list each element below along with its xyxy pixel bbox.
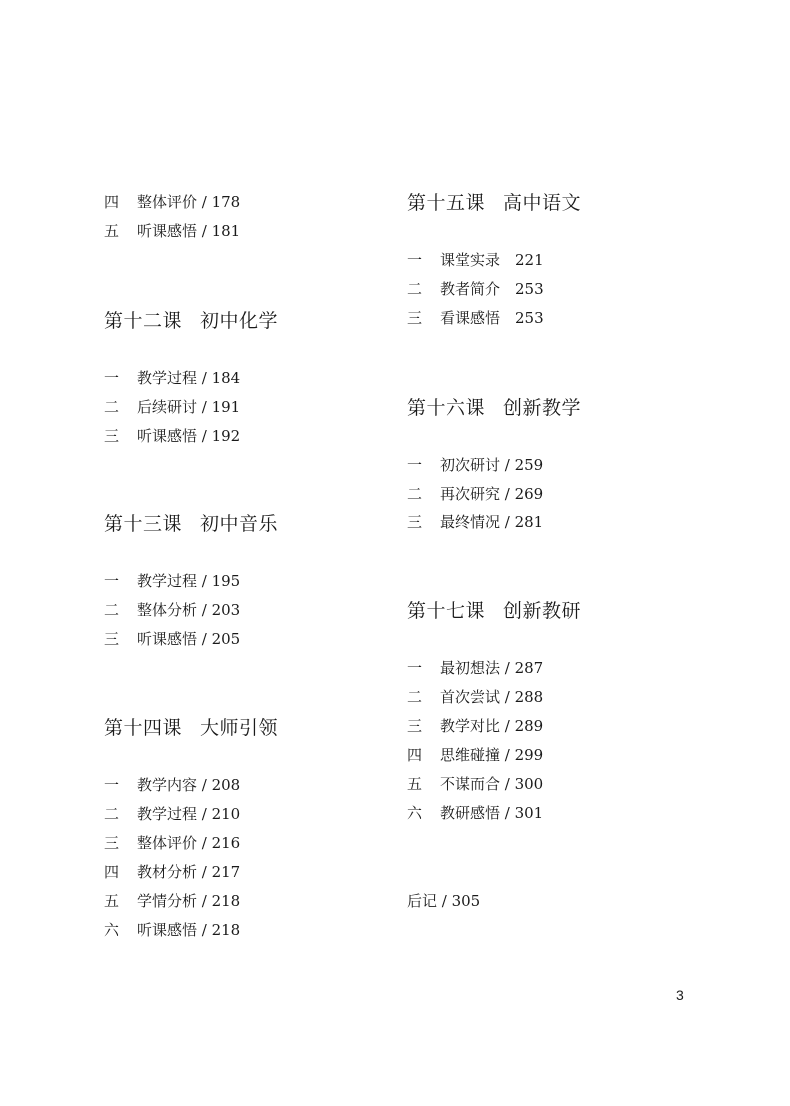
lesson-heading xyxy=(104,716,278,740)
entry-text: 听课感悟 / 192 xyxy=(137,427,241,445)
entry-number: 一 xyxy=(407,659,423,677)
toc-entry xyxy=(104,600,240,620)
toc-entry xyxy=(104,775,240,795)
entry-number: 四 xyxy=(407,746,423,764)
afterword-entry: 后记 / 305 xyxy=(407,892,481,910)
lesson-heading xyxy=(407,396,581,420)
entry-text: 教学过程 / 195 xyxy=(137,572,241,590)
lesson-heading xyxy=(407,191,581,215)
toc-entry xyxy=(407,658,543,678)
lesson-title: 高中语文 xyxy=(503,192,582,214)
entry-text: 课堂实录 221 xyxy=(440,251,544,269)
entry-number: 六 xyxy=(104,921,120,939)
entry-number: 一 xyxy=(104,369,120,387)
toc-entry xyxy=(407,455,543,475)
toc-entry xyxy=(104,862,240,882)
lesson-heading xyxy=(104,512,278,536)
lesson-title: 创新教研 xyxy=(503,600,582,622)
toc-entry xyxy=(407,250,544,270)
entry-number: 四 xyxy=(104,193,120,211)
toc-entry xyxy=(407,687,543,707)
toc-entry xyxy=(104,920,240,940)
toc-entry xyxy=(407,774,543,794)
lesson-number: 第十三课 xyxy=(104,513,183,535)
entry-text: 最初想法 / 287 xyxy=(440,659,544,677)
entry-text: 教者简介 253 xyxy=(440,280,544,298)
entry-number: 五 xyxy=(407,775,423,793)
toc-entry xyxy=(104,221,240,241)
entry-text: 学情分析 / 218 xyxy=(137,892,241,910)
toc-entry xyxy=(104,368,240,388)
toc-entry xyxy=(104,571,240,591)
entry-text: 教材分析 / 217 xyxy=(137,863,241,881)
toc-entry xyxy=(104,397,240,417)
entry-text: 不谋而合 / 300 xyxy=(440,775,544,793)
entry-text: 教学过程 / 210 xyxy=(137,805,241,823)
toc-entry xyxy=(104,426,240,446)
toc-entry xyxy=(104,804,240,824)
entry-text: 教研感悟 / 301 xyxy=(440,804,544,822)
lesson-number: 第十二课 xyxy=(104,310,183,332)
lesson-title: 初中化学 xyxy=(200,310,279,332)
entry-number: 一 xyxy=(104,572,120,590)
entry-number: 三 xyxy=(104,427,120,445)
lesson-heading xyxy=(104,309,278,333)
lesson-heading xyxy=(407,599,581,623)
entry-number: 一 xyxy=(407,251,423,269)
entry-number: 二 xyxy=(407,688,423,706)
entry-text: 听课感悟 / 181 xyxy=(137,222,241,240)
entry-text: 再次研究 / 269 xyxy=(440,485,544,503)
entry-text: 听课感悟 / 205 xyxy=(137,630,241,648)
entry-number: 三 xyxy=(407,717,423,735)
toc-entry xyxy=(407,308,544,328)
entry-number: 二 xyxy=(407,280,423,298)
entry-number: 三 xyxy=(407,513,423,531)
entry-number: 四 xyxy=(104,863,120,881)
entry-number: 三 xyxy=(104,834,120,852)
lesson-number: 第十四课 xyxy=(104,717,183,739)
entry-text: 整体评价 / 178 xyxy=(137,193,241,211)
toc-entry xyxy=(407,716,543,736)
toc-entry xyxy=(104,192,240,212)
entry-number: 一 xyxy=(104,776,120,794)
entry-text: 整体评价 / 216 xyxy=(137,834,241,852)
lesson-number: 第十五课 xyxy=(407,192,486,214)
entry-number: 三 xyxy=(104,630,120,648)
lesson-title: 创新教学 xyxy=(503,397,582,419)
entry-text: 后续研讨 / 191 xyxy=(137,398,241,416)
toc-entry xyxy=(407,279,544,299)
page-number: 3 xyxy=(676,987,684,1003)
entry-text: 听课感悟 / 218 xyxy=(137,921,241,939)
entry-number: 二 xyxy=(407,485,423,503)
entry-text: 看课感悟 253 xyxy=(440,309,544,327)
lesson-number: 第十六课 xyxy=(407,397,486,419)
toc-entry xyxy=(407,803,543,823)
lesson-title: 初中音乐 xyxy=(200,513,279,535)
entry-text: 教学过程 / 184 xyxy=(137,369,241,387)
entry-text: 最终情况 / 281 xyxy=(440,513,544,531)
entry-number: 五 xyxy=(104,222,120,240)
entry-text: 整体分析 / 203 xyxy=(137,601,241,619)
entry-number: 二 xyxy=(104,398,120,416)
entry-text: 初次研讨 / 259 xyxy=(440,456,544,474)
entry-text: 思维碰撞 / 299 xyxy=(440,746,544,764)
toc-entry xyxy=(407,745,543,765)
entry-text: 教学内容 / 208 xyxy=(137,776,241,794)
toc-entry xyxy=(407,512,543,532)
toc-entry xyxy=(104,891,240,911)
entry-text: 教学对比 / 289 xyxy=(440,717,544,735)
entry-number: 三 xyxy=(407,309,423,327)
entry-number: 二 xyxy=(104,805,120,823)
toc-entry xyxy=(104,833,240,853)
toc-entry xyxy=(407,484,543,504)
lesson-title: 大师引领 xyxy=(200,717,279,739)
entry-number: 二 xyxy=(104,601,120,619)
entry-number: 五 xyxy=(104,892,120,910)
entry-number: 一 xyxy=(407,456,423,474)
toc-entry xyxy=(104,629,240,649)
entry-number: 六 xyxy=(407,804,423,822)
lesson-number: 第十七课 xyxy=(407,600,486,622)
entry-text: 首次尝试 / 288 xyxy=(440,688,544,706)
